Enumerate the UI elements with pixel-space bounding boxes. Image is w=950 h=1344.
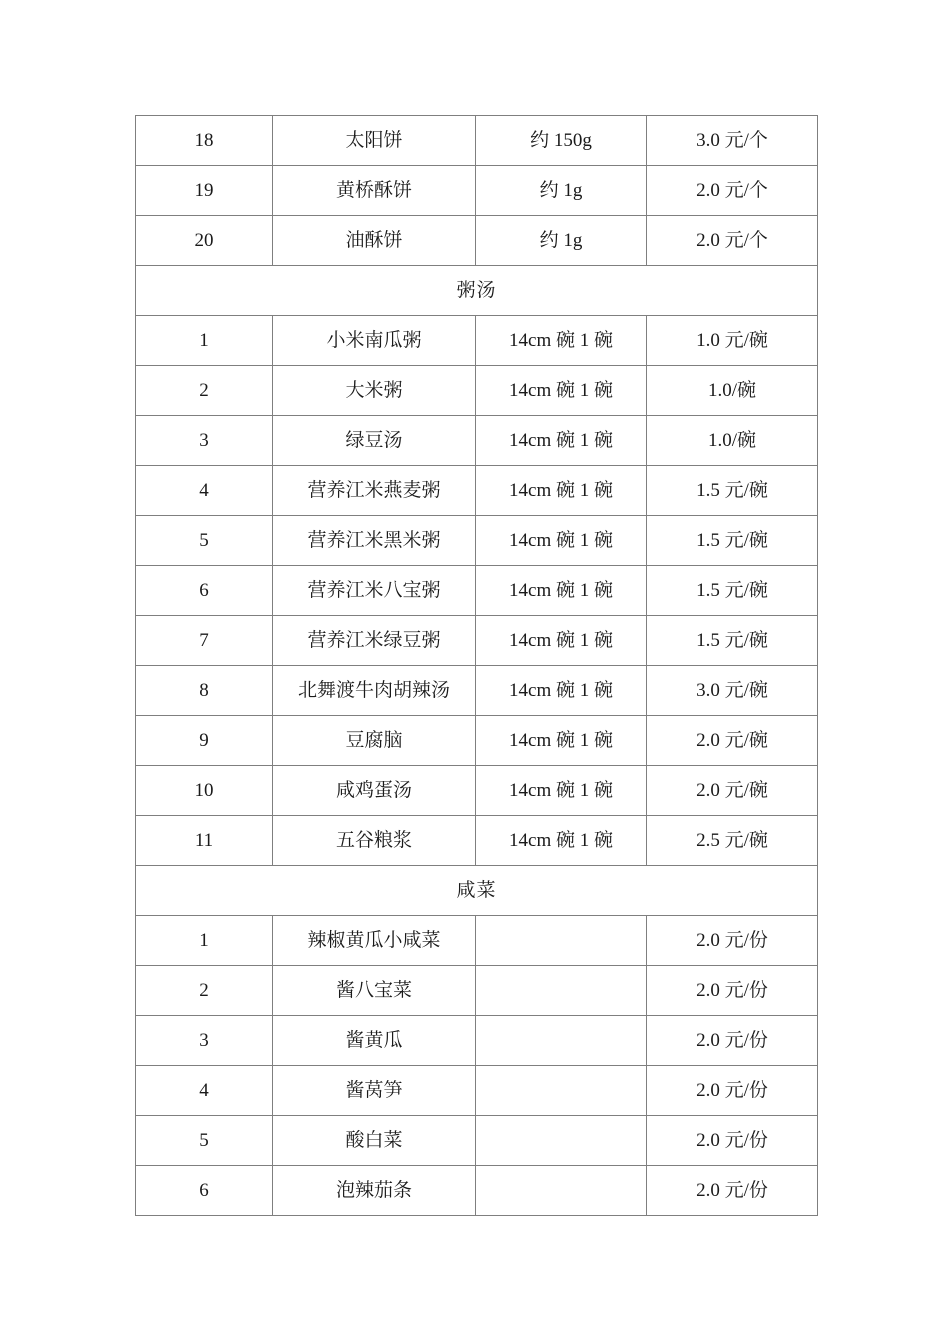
item-price-cell: 2.0 元/份 xyxy=(647,1116,818,1166)
table-row xyxy=(136,366,818,416)
item-number-cell: 10 xyxy=(136,766,273,816)
item-spec-cell: 14cm 碗 1 碗 xyxy=(476,566,647,616)
table-row xyxy=(136,566,818,616)
item-price-cell: 1.0/碗 xyxy=(647,366,818,416)
item-number-cell: 20 xyxy=(136,216,273,266)
item-price-cell: 3.0 元/个 xyxy=(647,116,818,166)
item-name-cell: 北舞渡牛肉胡辣汤 xyxy=(273,666,476,716)
item-price-cell: 1.0/碗 xyxy=(647,416,818,466)
item-name-cell: 酱八宝菜 xyxy=(273,966,476,1016)
item-name-cell: 营养江米燕麦粥 xyxy=(273,466,476,516)
item-number-cell: 1 xyxy=(136,916,273,966)
item-spec-cell: 14cm 碗 1 碗 xyxy=(476,766,647,816)
table-row xyxy=(136,1016,818,1066)
item-name-cell: 营养江米黑米粥 xyxy=(273,516,476,566)
item-name-cell: 太阳饼 xyxy=(273,116,476,166)
item-spec-cell: 14cm 碗 1 碗 xyxy=(476,466,647,516)
item-price-cell: 1.5 元/碗 xyxy=(647,566,818,616)
item-name-cell: 五谷粮浆 xyxy=(273,816,476,866)
section-title: 粥汤 xyxy=(136,266,818,316)
table-row xyxy=(136,316,818,366)
item-number-cell: 9 xyxy=(136,716,273,766)
item-name-cell: 酱莴笋 xyxy=(273,1066,476,1116)
item-number-cell: 6 xyxy=(136,566,273,616)
item-spec-cell xyxy=(476,966,647,1016)
item-spec-cell: 14cm 碗 1 碗 xyxy=(476,416,647,466)
table-row xyxy=(136,1116,818,1166)
item-price-cell: 2.0 元/份 xyxy=(647,1066,818,1116)
item-spec-cell: 14cm 碗 1 碗 xyxy=(476,516,647,566)
item-price-cell: 2.0 元/份 xyxy=(647,916,818,966)
item-number-cell: 4 xyxy=(136,1066,273,1116)
item-price-cell: 2.0 元/个 xyxy=(647,166,818,216)
item-name-cell: 酸白菜 xyxy=(273,1116,476,1166)
table-row xyxy=(136,816,818,866)
item-spec-cell: 14cm 碗 1 碗 xyxy=(476,316,647,366)
price-table xyxy=(135,115,818,1216)
item-price-cell: 2.5 元/碗 xyxy=(647,816,818,866)
table-row xyxy=(136,516,818,566)
item-price-cell: 1.0 元/碗 xyxy=(647,316,818,366)
item-spec-cell: 14cm 碗 1 碗 xyxy=(476,716,647,766)
item-spec-cell: 约 1g xyxy=(476,216,647,266)
table-row xyxy=(136,1166,818,1216)
item-price-cell: 3.0 元/碗 xyxy=(647,666,818,716)
item-number-cell: 6 xyxy=(136,1166,273,1216)
item-price-cell: 1.5 元/碗 xyxy=(647,616,818,666)
item-name-cell: 大米粥 xyxy=(273,366,476,416)
item-name-cell: 营养江米八宝粥 xyxy=(273,566,476,616)
item-spec-cell: 14cm 碗 1 碗 xyxy=(476,366,647,416)
item-spec-cell: 约 150g xyxy=(476,116,647,166)
item-number-cell: 2 xyxy=(136,366,273,416)
table-row xyxy=(136,1066,818,1116)
item-number-cell: 3 xyxy=(136,1016,273,1066)
item-spec-cell: 14cm 碗 1 碗 xyxy=(476,616,647,666)
item-spec-cell: 14cm 碗 1 碗 xyxy=(476,816,647,866)
item-number-cell: 11 xyxy=(136,816,273,866)
table-row xyxy=(136,616,818,666)
item-name-cell: 豆腐脑 xyxy=(273,716,476,766)
item-number-cell: 3 xyxy=(136,416,273,466)
table-row xyxy=(136,466,818,516)
item-price-cell: 2.0 元/份 xyxy=(647,966,818,1016)
item-spec-cell: 14cm 碗 1 碗 xyxy=(476,666,647,716)
section-header-row xyxy=(136,866,818,916)
table-row xyxy=(136,166,818,216)
item-name-cell: 辣椒黄瓜小咸菜 xyxy=(273,916,476,966)
item-price-cell: 1.5 元/碗 xyxy=(647,466,818,516)
item-price-cell: 2.0 元/碗 xyxy=(647,766,818,816)
item-price-cell: 2.0 元/份 xyxy=(647,1016,818,1066)
item-number-cell: 18 xyxy=(136,116,273,166)
item-number-cell: 5 xyxy=(136,516,273,566)
item-name-cell: 油酥饼 xyxy=(273,216,476,266)
item-number-cell: 4 xyxy=(136,466,273,516)
item-price-cell: 2.0 元/个 xyxy=(647,216,818,266)
item-spec-cell xyxy=(476,1166,647,1216)
table-row xyxy=(136,916,818,966)
item-price-cell: 2.0 元/碗 xyxy=(647,716,818,766)
item-name-cell: 黄桥酥饼 xyxy=(273,166,476,216)
table-row xyxy=(136,966,818,1016)
item-price-cell: 1.5 元/碗 xyxy=(647,516,818,566)
item-name-cell: 泡辣茄条 xyxy=(273,1166,476,1216)
item-spec-cell: 约 1g xyxy=(476,166,647,216)
item-spec-cell xyxy=(476,1016,647,1066)
table-row xyxy=(136,716,818,766)
item-name-cell: 咸鸡蛋汤 xyxy=(273,766,476,816)
item-number-cell: 7 xyxy=(136,616,273,666)
item-number-cell: 19 xyxy=(136,166,273,216)
item-number-cell: 5 xyxy=(136,1116,273,1166)
table-row xyxy=(136,416,818,466)
price-table-body xyxy=(136,116,818,1216)
item-number-cell: 2 xyxy=(136,966,273,1016)
item-number-cell: 1 xyxy=(136,316,273,366)
item-name-cell: 绿豆汤 xyxy=(273,416,476,466)
item-name-cell: 小米南瓜粥 xyxy=(273,316,476,366)
item-spec-cell xyxy=(476,1066,647,1116)
item-name-cell: 酱黄瓜 xyxy=(273,1016,476,1066)
table-row xyxy=(136,766,818,816)
table-row xyxy=(136,116,818,166)
item-name-cell: 营养江米绿豆粥 xyxy=(273,616,476,666)
section-title: 咸菜 xyxy=(136,866,818,916)
section-header-row xyxy=(136,266,818,316)
item-spec-cell xyxy=(476,916,647,966)
table-row xyxy=(136,216,818,266)
table-row xyxy=(136,666,818,716)
item-number-cell: 8 xyxy=(136,666,273,716)
item-price-cell: 2.0 元/份 xyxy=(647,1166,818,1216)
item-spec-cell xyxy=(476,1116,647,1166)
